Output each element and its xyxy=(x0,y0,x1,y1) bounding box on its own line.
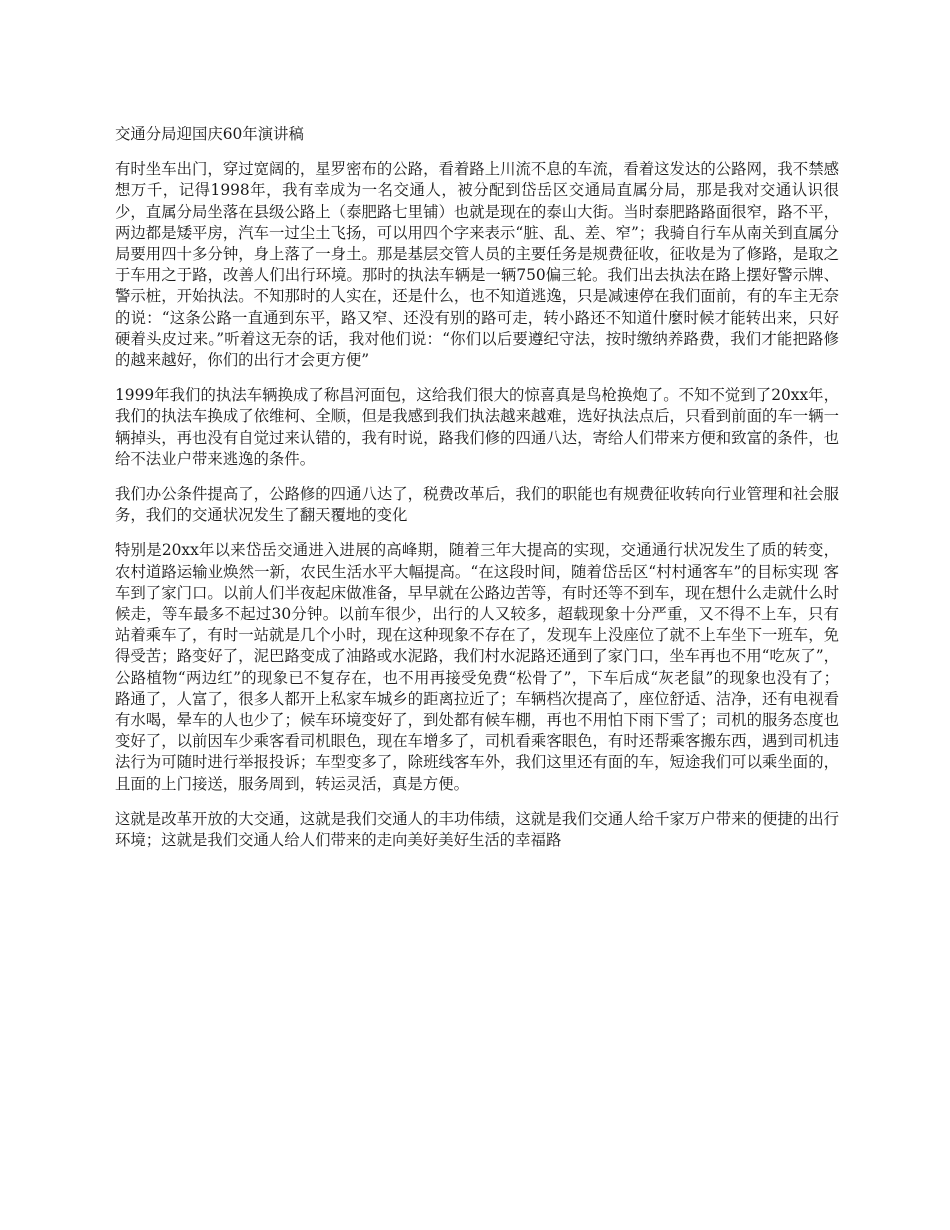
paragraph-5: 这就是改革开放的大交通，这就是我们交通人的丰功伟绩，这就是我们交通人给千家万户带来的便捷的出行环境；这就是我们交通人给人们带来的走向美好美好生活的幸福路 xyxy=(115,809,839,850)
paragraph-1: 有时坐车出门，穿过宽阔的，星罗密布的公路，看着路上川流不息的车流，看着这发达的公路网，我不禁感想万千，记得1998年，我有幸成为一名交通人，被分配到岱岳区交通局直属分局，那是我对交通认识很少，直属分局坐落在县级公路上（泰肥路七里铺）也就是现在的泰山大街。当时泰肥路路面很窄，路不平，两边都是矮平房，汽车一过尘土飞扬，可以用四个字来表示“脏、乱、差、窄”；我骑自行车从南关到直属分局要用四十多分钟，身上落了一身土。那是基层交管人员的主要任务是规费征收，征收是为了修路，是取之于车用之于路，改善人们出行环境。那时的执法车辆是一辆750偏三轮。我们出去执法在路上摆好警示牌、警示桩，开始执法。不知那时的人实在，还是什么，也不知道逃逸，只是减速停在我们面前，有的车主无奈的说：“这条公路一直通到东平，路又窄、还没有别的路可走，转小路还不知道什麼时候才能转出来，只好硬着头皮过来。”听着这无奈的话，我对他们说：“你们以后要遵纪守法，按时缴纳养路费，我们才能把路修的越来越好，你们的出行才会更方便” xyxy=(115,160,839,370)
paragraph-4: 特别是20xx年以来岱岳交通进入进展的高峰期，随着三年大提高的实现，交通通行状况发生了质的转变，农村道路运输业焕然一新，农民生活水平大幅提高。“在这段时间，随着岱岳区“村村通客车”的目标实现 客车到了家门口。以前人们半夜起床做准备，早早就在公路边苦等，有时还等不到车，现在想什么走就什么时候走，等车最多不起过30分钟。以前车很少，出行的人又较多，超载现象十分严重，又不得不上车，只有站着乘车了，有时一站就是几个小时，现在这种现象不存在了，发现车上没座位了就不上车坐下一班车，免得受苦；路变好了，泥巴路变成了油路或水泥路，我们村水泥路还通到了家门口，坐车再也不用“吃灰了”，公路植物“两边红”的现象已不复存在，也不用再接受免费“松骨了”，下车后成“灰老鼠”的现象也没有了；路通了，人富了，很多人都开上私家车城乡的距离拉近了；车辆档次提高了，座位舒适、洁净，还有电视看有水喝，晕车的人也少了；候车环境变好了，到处都有候车棚，再也不用怕下雨下雪了；司机的服务态度也变好了，以前因车少乘客看司机眼色，现在车增多了，司机看乘客眼色，有时还帮乘客搬东西，遇到司机违法行为可随时进行举报投诉；车型变多了，除班线客车外，我们这里还有面的车，短途我们可以乘坐面的，且面的上门接送，服务周到，转运灵活，真是方便。 xyxy=(115,541,839,793)
document-title: 交通分局迎国庆60年演讲稿 xyxy=(115,125,304,143)
paragraph-3: 我们办公条件提高了，公路修的四通八达了，税费改革后，我们的职能也有规费征收转向行业管理和社会服务，我们的交通状况发生了翻天覆地的变化 xyxy=(115,485,839,525)
paragraph-2: 1999年我们的执法车辆换成了称昌河面包，这给我们很大的惊喜真是鸟枪换炮了。不知不觉到了20xx年，我们的执法车换成了依维柯、全顺，但是我感到我们执法越来越难，选好执法点后，只看到前面的车一辆一辆掉头，再也没有自觉过来认错的，我有时说，路我们修的四通八达，寄给人们带来方便和致富的条件，也给不法业户带来逃逸的条件。 xyxy=(115,386,839,468)
document-body xyxy=(115,124,839,865)
